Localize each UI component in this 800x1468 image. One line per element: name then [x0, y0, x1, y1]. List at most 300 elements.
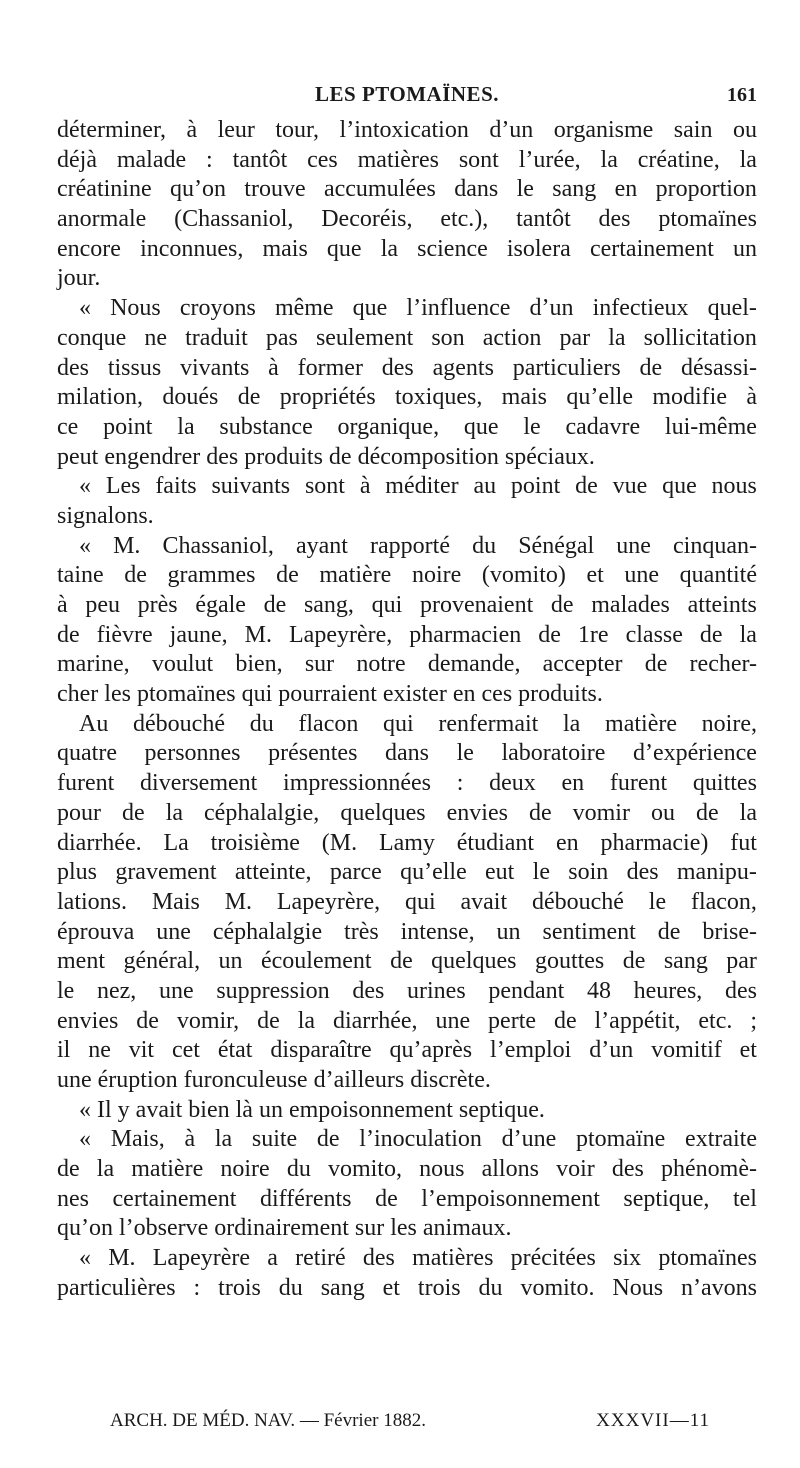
word: point: [103, 413, 153, 440]
word: cinquan-: [673, 532, 757, 559]
word: l’urée,: [518, 146, 581, 173]
word: bien,: [235, 651, 283, 678]
word: du: [249, 710, 274, 737]
line-text: cher les ptomaïnes qui pourraient exister en ces produits.: [57, 681, 603, 708]
word: retiré: [295, 1245, 346, 1272]
word: d’une: [501, 1126, 557, 1153]
word: du: [278, 1274, 303, 1301]
word: provenaient: [419, 592, 534, 618]
word: le: [648, 888, 667, 915]
word: Decoréis,: [321, 206, 413, 233]
word: vomir: [572, 799, 630, 826]
text-line: [57, 443, 757, 473]
word: du: [286, 1156, 311, 1183]
word: etc.: [698, 1007, 733, 1034]
word: sain: [673, 117, 713, 143]
word: perte: [488, 1007, 537, 1034]
word: l’appétit,: [594, 1007, 681, 1034]
word: extraite: [685, 1126, 757, 1153]
word: dans: [384, 740, 429, 767]
word: par: [559, 324, 591, 351]
word: céphalalgie,: [204, 799, 320, 826]
word: la: [297, 1007, 316, 1034]
running-title: LES PTOMAÏNES.: [315, 82, 499, 106]
text-line: [57, 354, 757, 384]
word: Nous: [110, 295, 161, 322]
word: inconnues,: [140, 235, 244, 262]
word: ne: [88, 1037, 111, 1064]
word: diversement: [140, 770, 258, 797]
word: ayant: [295, 532, 348, 559]
word: (Chassaniol,: [174, 206, 294, 233]
text-line: [57, 532, 757, 562]
word: lations.: [57, 888, 127, 915]
word: l’emploi: [490, 1037, 572, 1064]
word: classe: [625, 621, 683, 648]
word: pour: [57, 799, 101, 826]
word: substance: [219, 413, 313, 440]
word: différents: [260, 1185, 352, 1212]
word: la: [214, 1126, 233, 1153]
word: d’un: [529, 295, 574, 322]
word: nes: [57, 1185, 89, 1212]
word: très: [344, 918, 379, 945]
text-line: [57, 146, 757, 176]
word: etc.),: [440, 206, 489, 233]
word: nous: [419, 1156, 465, 1183]
word: matières: [357, 146, 439, 173]
word: pas: [265, 324, 298, 351]
word: au: [473, 473, 497, 500]
word: septique,: [623, 1185, 710, 1212]
word: de: [375, 1185, 398, 1212]
word: Au: [79, 710, 109, 737]
word: de: [657, 918, 681, 945]
word: rapporté: [370, 532, 450, 559]
word: anormale: [57, 206, 147, 233]
word: une: [624, 562, 660, 589]
word: :: [456, 770, 464, 797]
word: accumulées: [323, 176, 436, 203]
word: de: [122, 799, 145, 826]
word: il: [57, 1037, 71, 1064]
word: «: [79, 1245, 91, 1272]
word: même: [274, 295, 334, 322]
text-line: [57, 1007, 757, 1037]
word: ou: [650, 799, 675, 826]
word: et: [739, 1037, 757, 1064]
word: et: [586, 562, 604, 589]
word: traduit: [185, 324, 248, 351]
word: soin: [568, 859, 609, 886]
word: accepter: [542, 651, 623, 678]
word: le: [456, 740, 474, 767]
word: créatinine: [57, 176, 152, 203]
word: général,: [123, 948, 201, 975]
text-line: [57, 502, 757, 532]
word: «: [79, 473, 91, 500]
word: grammes: [167, 562, 256, 589]
word: recher-: [689, 651, 757, 678]
text-line: [57, 888, 757, 918]
word: qu’elle: [400, 859, 467, 886]
word: quel-: [707, 295, 757, 322]
word: noire,: [701, 710, 757, 737]
word: de: [276, 562, 299, 589]
word: dans: [454, 176, 499, 203]
word: quantité: [679, 562, 757, 589]
word: intense,: [400, 918, 475, 945]
text-line: [57, 561, 757, 591]
text-line: [57, 235, 757, 265]
word: vomito,: [327, 1156, 402, 1183]
word: marine,: [57, 651, 130, 678]
word: sentiment: [542, 918, 636, 945]
word: Lapeyrère: [152, 1245, 251, 1272]
word: plus: [57, 859, 98, 886]
word: diarrhée.: [57, 829, 142, 856]
text-line: [57, 858, 757, 888]
word: qu’après: [389, 1037, 473, 1064]
word: conque: [57, 324, 127, 351]
word: la: [165, 799, 184, 826]
word: envies: [57, 1007, 119, 1034]
word: un: [733, 235, 757, 262]
word: vivants: [180, 354, 250, 381]
word: qui: [404, 888, 436, 915]
word: vue: [612, 473, 648, 500]
word: près: [137, 592, 178, 618]
word: sang: [552, 176, 597, 203]
word: la: [96, 1156, 115, 1183]
word: manipu-: [676, 859, 757, 886]
word: ne: [144, 324, 168, 351]
word: suppression: [216, 977, 330, 1004]
word: ou: [732, 117, 757, 143]
text-line: [57, 977, 757, 1007]
word: eut: [485, 859, 515, 886]
word: sollicitation: [643, 324, 757, 351]
word: écoulement: [260, 948, 372, 975]
word: sang,: [303, 592, 354, 618]
word: déjà: [57, 146, 97, 173]
word: déterminer,: [57, 117, 166, 143]
word: Lapeyrère,: [276, 888, 381, 915]
word: leur: [217, 117, 255, 143]
word: peu: [85, 592, 120, 618]
word: science: [417, 235, 488, 262]
text-line: [57, 294, 757, 324]
word: quelques: [340, 799, 426, 826]
word: Lapeyrère,: [289, 621, 393, 648]
word: organique,: [337, 413, 440, 440]
word: par: [726, 948, 757, 975]
word: :: [206, 146, 213, 173]
word: M.: [224, 888, 253, 915]
word: précitées: [510, 1245, 596, 1272]
word: impressionnées: [283, 770, 432, 797]
word: nous: [711, 473, 757, 500]
word: débouché: [133, 710, 225, 737]
word: à: [268, 354, 279, 381]
word: l’intoxication: [339, 117, 469, 143]
text-line: [57, 1214, 757, 1244]
word: milation,: [57, 384, 143, 411]
word: des: [724, 977, 757, 1004]
word: ;: [750, 1007, 757, 1034]
word: Les: [105, 473, 141, 500]
word: suivants: [211, 473, 291, 500]
word: action: [482, 324, 542, 351]
line-text: jour.: [57, 265, 101, 292]
text-line: [57, 413, 757, 443]
word: la: [739, 146, 757, 173]
word: trois: [218, 1274, 261, 1301]
word: cet: [171, 1037, 200, 1064]
text-line: [57, 591, 757, 621]
word: cadavre: [565, 413, 641, 440]
word: à: [57, 592, 68, 618]
word: allons: [481, 1156, 539, 1183]
word: sont: [304, 473, 345, 500]
text-line: [57, 175, 757, 205]
word: sang: [320, 1274, 365, 1301]
word: pharmacie): [600, 829, 709, 856]
word: notre: [356, 651, 406, 678]
word: furent: [57, 770, 115, 797]
word: M.: [113, 532, 141, 559]
word: vomitif: [651, 1037, 722, 1064]
word: modifie: [652, 384, 727, 411]
text-line: [57, 621, 757, 651]
word: flacon: [298, 710, 359, 737]
word: l’empoisonnement: [421, 1185, 600, 1212]
word: que: [326, 235, 362, 262]
word: tantôt: [516, 206, 571, 233]
text-line: [57, 739, 757, 769]
word: de: [622, 948, 646, 975]
word: étudiant: [456, 829, 535, 856]
word: d’expérience: [633, 740, 757, 767]
word: désassi-: [681, 354, 757, 381]
word: envies: [446, 799, 508, 826]
journal-signature: ARCH. DE MÉD. NAV. — Février 1882.: [110, 1410, 426, 1431]
word: 1re: [577, 621, 609, 648]
word: de: [57, 1156, 80, 1183]
word: le: [532, 859, 550, 886]
word: deux: [489, 770, 536, 797]
word: ptomaïnes: [658, 1245, 757, 1272]
word: matière: [319, 562, 392, 589]
word: personnes: [144, 740, 241, 767]
word: infectieux: [592, 295, 689, 322]
word: qui: [371, 592, 403, 618]
word: nez,: [97, 977, 137, 1004]
word: des: [57, 354, 89, 381]
word: l’influence: [406, 295, 511, 322]
word: matières: [412, 1245, 494, 1272]
word: présentes: [268, 740, 358, 767]
text-line: [57, 1274, 757, 1304]
text-line: [57, 680, 757, 710]
word: la: [600, 146, 618, 173]
word: tel: [732, 1185, 757, 1212]
word: M.: [244, 621, 272, 648]
word: isolera: [506, 235, 571, 262]
word: vomito.: [520, 1274, 595, 1301]
word: (M.: [321, 829, 358, 856]
word: agents: [432, 354, 494, 381]
word: encore: [57, 235, 121, 262]
word: (vomito): [481, 562, 566, 589]
text-line: [57, 710, 757, 740]
text-line: [57, 324, 757, 354]
word: de: [257, 1007, 280, 1034]
word: en: [555, 829, 579, 856]
text-line: [57, 264, 757, 294]
word: une: [435, 1007, 471, 1034]
word: la: [563, 710, 581, 737]
text-line: [57, 116, 757, 146]
word: Mais: [151, 888, 200, 915]
word: proportion: [655, 176, 757, 203]
word: point: [510, 473, 561, 500]
page-number: 161: [727, 84, 757, 106]
word: sur: [304, 651, 335, 678]
word: taine: [57, 562, 104, 589]
word: ptomaïnes: [658, 206, 757, 233]
line-text: qu’on l’observe ordinairement sur les animaux.: [57, 1215, 512, 1242]
word: débouché: [531, 888, 624, 915]
word: un: [218, 948, 243, 975]
word: parce: [329, 859, 382, 886]
word: le: [523, 413, 541, 440]
sheet-number: XXXVII—11: [596, 1410, 710, 1431]
word: particulières: [57, 1274, 176, 1301]
word: ment: [57, 948, 105, 975]
word: croyons: [179, 295, 256, 322]
word: seulement: [315, 324, 414, 351]
word: des: [352, 977, 385, 1004]
word: céphalalgie: [212, 918, 323, 945]
line-text: signalons.: [57, 502, 154, 529]
word: de: [528, 799, 552, 826]
word: n’avons: [681, 1274, 757, 1301]
word: de: [237, 384, 261, 411]
word: Lamy: [378, 829, 435, 856]
word: l’inoculation: [359, 1126, 482, 1153]
word: du: [472, 532, 497, 559]
word: que: [352, 295, 388, 322]
word: Chassaniol,: [162, 532, 274, 559]
word: a: [267, 1245, 278, 1272]
word: atteinte,: [234, 859, 312, 886]
line-text: une éruption furonculeuse d’ailleurs discrète.: [57, 1067, 491, 1093]
word: que: [662, 473, 697, 500]
text-line: [57, 1036, 757, 1066]
text-line: [57, 383, 757, 413]
word: flacon,: [690, 888, 757, 915]
word: ce: [57, 413, 79, 440]
line-text: peut engendrer des produits de décomposition spéciaux.: [57, 443, 595, 470]
word: éprouva: [57, 918, 135, 945]
word: de: [57, 621, 80, 648]
text-line: [57, 1096, 757, 1126]
word: renfermait: [438, 710, 539, 737]
word: qu’on: [169, 176, 226, 203]
word: la: [739, 621, 757, 648]
text-line: [57, 1185, 757, 1215]
word: fièvre: [96, 621, 153, 648]
word: à: [186, 117, 198, 143]
word: matière: [131, 1156, 204, 1183]
word: à: [359, 473, 371, 500]
word: un: [496, 918, 521, 945]
word: avait: [460, 888, 508, 915]
word: une: [158, 977, 194, 1004]
word: Mais,: [110, 1126, 165, 1153]
word: des: [626, 859, 659, 886]
word: de: [390, 948, 413, 975]
word: pharmacien: [409, 621, 522, 648]
word: phénomè-: [661, 1156, 757, 1183]
word: méditer: [385, 473, 459, 500]
word: trouve: [244, 176, 306, 203]
word: une: [156, 918, 191, 945]
word: ces: [307, 146, 338, 173]
word: ptomaïne: [576, 1126, 666, 1153]
word: jaune,: [169, 621, 228, 648]
word: de: [263, 592, 287, 618]
word: la: [380, 235, 399, 262]
text-line: [57, 918, 757, 948]
word: et: [382, 1274, 400, 1301]
word: organisme: [553, 117, 654, 143]
word: vomir,: [176, 1007, 240, 1034]
word: particuliers: [512, 354, 621, 381]
word: des: [611, 1156, 644, 1183]
word: heures,: [633, 977, 703, 1004]
word: propriétés: [279, 384, 376, 411]
word: de: [550, 592, 574, 618]
word: gouttes: [534, 948, 605, 975]
word: en: [561, 770, 585, 797]
text-line: [57, 1244, 757, 1274]
word: de: [316, 1126, 340, 1153]
word: d’un: [489, 117, 534, 143]
word: de: [538, 621, 561, 648]
word: une: [616, 532, 651, 559]
word: troisième: [210, 829, 300, 856]
word: de: [575, 473, 598, 500]
word: quelques: [431, 948, 517, 975]
page-header: [57, 82, 757, 118]
word: «: [79, 1126, 91, 1153]
word: à: [746, 384, 757, 411]
word: du: [478, 1274, 503, 1301]
word: noire: [411, 562, 462, 589]
word: quatre: [57, 740, 117, 767]
word: gravement: [115, 859, 217, 886]
word: à: [184, 1126, 196, 1153]
word: malades: [591, 592, 670, 618]
word: le: [516, 176, 534, 203]
word: brise-: [702, 918, 757, 945]
word: de: [696, 799, 719, 826]
word: certainement: [112, 1185, 237, 1212]
word: de: [644, 651, 668, 678]
word: voulut: [151, 651, 214, 678]
